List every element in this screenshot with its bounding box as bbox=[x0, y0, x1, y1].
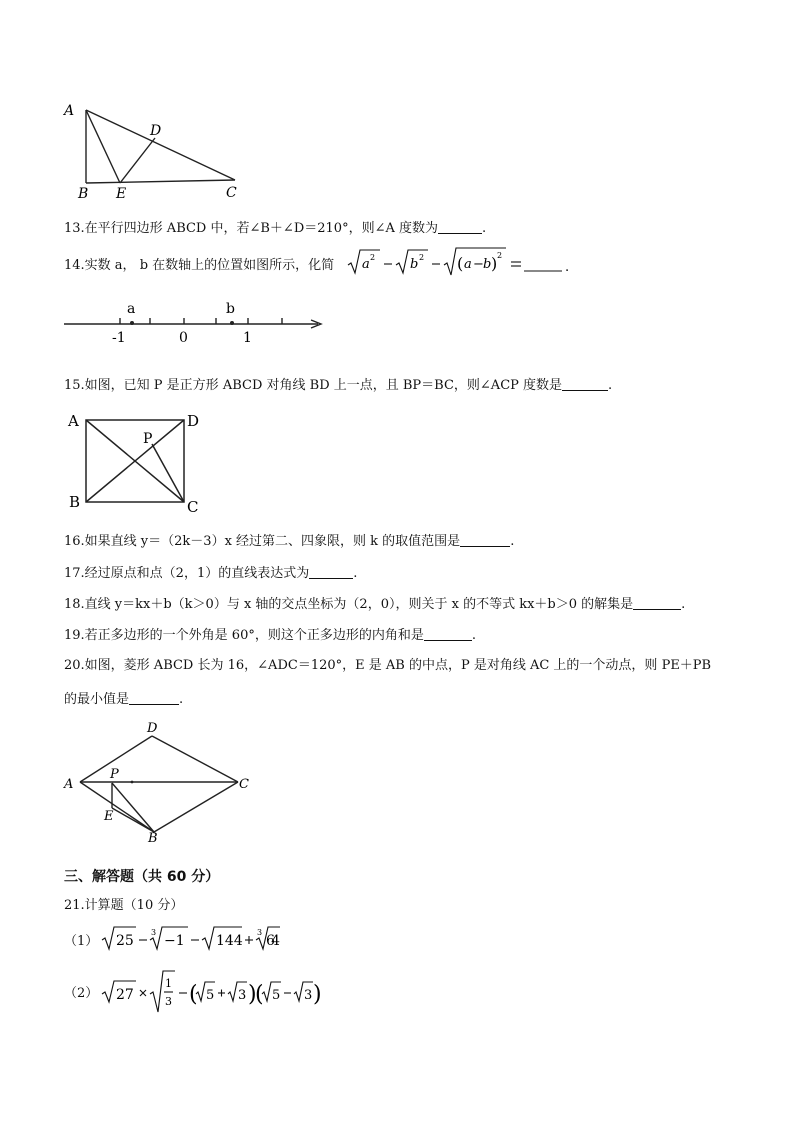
label-C: C bbox=[187, 498, 199, 516]
svg-text:25: 25 bbox=[116, 933, 134, 949]
question-13 bbox=[64, 219, 486, 238]
label-B: B bbox=[69, 493, 81, 511]
svg-text:27: 27 bbox=[116, 987, 134, 1003]
label-D: D bbox=[150, 123, 162, 139]
period: . bbox=[179, 692, 184, 707]
label-b: b bbox=[226, 301, 235, 317]
label-C: C bbox=[226, 185, 237, 201]
tick-label-0: 0 bbox=[179, 330, 188, 346]
figure-number-line bbox=[60, 298, 330, 350]
svg-text:b: b bbox=[410, 257, 419, 272]
math-expression-part-2 bbox=[100, 968, 320, 1014]
svg-text:3: 3 bbox=[257, 928, 263, 937]
question-19-text: 19.若正多边形的一个外角是 60°，则这个正多边形的内角和是 bbox=[64, 628, 424, 643]
svg-text:2: 2 bbox=[497, 251, 503, 260]
svg-text:): ) bbox=[248, 982, 257, 1007]
svg-text:64: 64 bbox=[266, 933, 280, 949]
question-15-text: 15.如图，已知 P 是正方形 ABCD 对角线 BD 上一点，且 BP＝BC，则∠ACP 度数是 bbox=[64, 378, 563, 393]
svg-text:144: 144 bbox=[216, 933, 243, 949]
question-14-text: 14.实数 a， b 在数轴上的位置如图所示，化简 bbox=[64, 258, 335, 273]
svg-text:3: 3 bbox=[151, 928, 157, 937]
label-A: A bbox=[64, 777, 74, 792]
period: . bbox=[565, 260, 570, 275]
svg-text:5: 5 bbox=[206, 988, 215, 1003]
answer-blank bbox=[562, 376, 608, 391]
svg-text:3: 3 bbox=[238, 988, 247, 1003]
part-1-label: （1） bbox=[64, 934, 99, 949]
label-A: A bbox=[64, 103, 75, 119]
svg-text:2: 2 bbox=[419, 253, 425, 262]
answer-blank bbox=[460, 532, 510, 547]
label-E: E bbox=[104, 809, 114, 824]
answer-blank bbox=[309, 564, 353, 579]
period: . bbox=[681, 597, 686, 612]
question-17-text: 17.经过原点和点（2，1）的直线表达式为 bbox=[64, 566, 310, 581]
question-18 bbox=[64, 595, 685, 614]
period: . bbox=[481, 221, 487, 236]
label-D: D bbox=[147, 721, 158, 736]
question-19 bbox=[64, 626, 476, 645]
point-a bbox=[130, 321, 134, 325]
answer-blank bbox=[438, 219, 482, 234]
question-21-title: 21.计算题（10 分） bbox=[64, 898, 184, 913]
tick-label-1: 1 bbox=[243, 330, 252, 346]
label-E: E bbox=[116, 186, 127, 202]
figure-q12-triangle bbox=[60, 98, 250, 202]
period: . bbox=[510, 534, 515, 549]
label-P: P bbox=[143, 431, 153, 447]
svg-text:(: ( bbox=[255, 982, 264, 1007]
svg-text:b: b bbox=[483, 257, 492, 272]
svg-text:): ) bbox=[313, 982, 322, 1007]
svg-text:(: ( bbox=[189, 982, 198, 1007]
question-16-text: 16.如果直线 y＝（2k－3）x 经过第二、四象限，则 k 的取值范围是 bbox=[64, 534, 461, 549]
label-D: D bbox=[187, 412, 200, 430]
question-20-text-line1: 20.如图，菱形 ABCD 长为 16，∠ADC＝120°，E 是 AB 的中点，P 是对角线 AC 上的一个动点，则 PE＋PB bbox=[64, 658, 712, 673]
label-a: a bbox=[127, 301, 136, 317]
svg-text:a: a bbox=[362, 257, 370, 272]
label-A: A bbox=[68, 412, 79, 430]
question-20 bbox=[64, 657, 711, 675]
question-18-text: 18.直线 y＝kx＋b（k＞0）与 x 轴的交点坐标为（2，0），则关于 x 的不等式 kx＋b＞0 的解集是 bbox=[64, 597, 634, 612]
label-B: B bbox=[148, 831, 158, 846]
math-expression-q14 bbox=[346, 246, 576, 280]
label-B: B bbox=[78, 186, 89, 202]
svg-text:a: a bbox=[464, 257, 472, 272]
svg-text:−: − bbox=[473, 257, 484, 272]
svg-text:2: 2 bbox=[370, 253, 376, 262]
label-P: P bbox=[110, 767, 119, 782]
question-14 bbox=[64, 257, 334, 275]
svg-text:3: 3 bbox=[165, 995, 172, 1008]
period: . bbox=[353, 566, 358, 581]
question-20-text-line2: 的最小值是 bbox=[64, 692, 130, 707]
svg-text:−1: −1 bbox=[164, 933, 185, 949]
answer-blank bbox=[129, 690, 179, 705]
svg-text:1: 1 bbox=[165, 977, 172, 990]
tick-label-minus1: -1 bbox=[112, 330, 126, 346]
question-16 bbox=[64, 532, 514, 551]
question-20-cont bbox=[64, 690, 183, 709]
label-C: C bbox=[239, 777, 249, 792]
period: . bbox=[608, 378, 613, 393]
point-b bbox=[230, 321, 234, 325]
svg-text:3: 3 bbox=[304, 988, 313, 1003]
question-17 bbox=[64, 564, 357, 583]
part-2-label: （2） bbox=[64, 986, 99, 1001]
period: . bbox=[471, 628, 476, 643]
section-3-heading: 三、解答题（共 60 分） bbox=[64, 869, 220, 885]
math-expression-part-1 bbox=[100, 922, 280, 956]
question-15 bbox=[64, 376, 612, 395]
figure-q15-square bbox=[64, 408, 214, 516]
question-13-text: 13.在平行四边形 ABCD 中，若∠B＋∠D＝210°，则∠A 度数为 bbox=[64, 221, 438, 236]
answer-blank bbox=[633, 595, 681, 610]
answer-blank bbox=[424, 626, 472, 641]
figure-q20-rhombus bbox=[60, 720, 260, 846]
svg-text:(: ( bbox=[457, 254, 464, 273]
svg-text:5: 5 bbox=[272, 988, 281, 1003]
svg-text:): ) bbox=[491, 254, 498, 273]
